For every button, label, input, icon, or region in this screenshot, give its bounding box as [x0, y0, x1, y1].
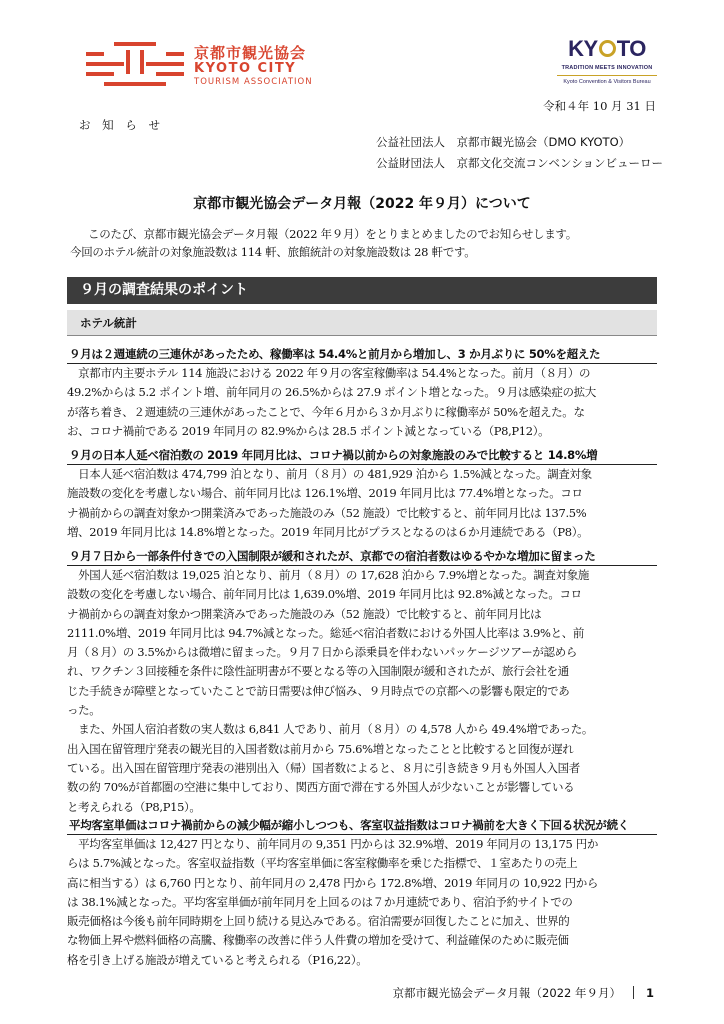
- logo-divider: [557, 75, 657, 76]
- paragraph-line: 日本人延べ宿泊数は 474,799 泊となり、前月（８月）の 481,929 泊から 1.5%減となった。調査対象: [67, 467, 592, 481]
- paragraph-line: ている。出入国在留管理庁発表の港別出入（帰）国者数によると、８月に引き続き９月も外国人入国者: [67, 760, 580, 775]
- paragraph-line: 施設数の変化を考慮しない場合、前年同月比は 126.1%増、2019 年同月比は 77.4%増となった。コロ: [67, 486, 583, 501]
- partner-bureau-name: Kyoto Convention & Visitors Bureau: [563, 79, 651, 85]
- partner-logo-wordmark: KY TO: [568, 36, 646, 61]
- paragraph-line: 高に相当する）は 6,760 円となり、前年同月の 2,478 円から 172.8%増、2019 年同月の 10,922 円から: [67, 875, 599, 890]
- kyoto-city-tourism-logo: [84, 40, 384, 90]
- intro-line-2: 今回のホテル統計の対象施設数は 114 軒、旅館統計の対象施設数は 28 軒です。: [70, 245, 476, 259]
- paragraph-line: った。: [67, 703, 101, 718]
- paragraph-line: 外国人延べ宿泊数は 19,025 泊となり、前月（８月）の 17,628 泊から 7.9%増となった。調査対象施: [67, 568, 590, 582]
- page-number: 1: [645, 986, 654, 1000]
- ring-icon: [599, 40, 616, 57]
- paragraph-line: 月（８月）の 3.5%からは微増に留まった。９月７日から添乗員を伴わないパッケージツアーが認めら: [67, 645, 577, 660]
- issuer-2: 公益財団法人 京都文化交流コンベンションビューロー: [376, 156, 663, 170]
- paragraph-line: 格を引き上げる施設が増えていると考えられる（P16,22）。: [67, 952, 368, 967]
- logo-name-jp: 京都市観光協会: [194, 44, 307, 62]
- tourism-association-mark-icon: [84, 40, 186, 88]
- paragraph-line: らは 5.7%減となった。客室収益指数（平均客室単価に客室稼働率を乗じた指標で、１室あたりの売上: [67, 856, 578, 871]
- paragraph-line: れ、ワクチン３回接種を条件に陰性証明書が不要となる等の入国制限が緩和されたが、旅行会社を通: [67, 664, 569, 679]
- footer-separator: [633, 986, 634, 999]
- paragraph-line: また、外国人宿泊者数の実人数は 6,841 人であり、前月（８月）の 4,578 人から 49.4%増であった。: [67, 722, 594, 737]
- paragraph-line: 2111.0%増、2019 年同月比は 94.7%減となった。総延べ宿泊者数における外国人比率は 3.9%と、前: [67, 625, 585, 640]
- section-heading: ９月の調査結果のポイント: [67, 277, 657, 304]
- paragraph-line: が落ち着き、２週連続の三連休があったことで、今年６月から３か月ぶりに稼働率が 50%を超えた。な: [67, 404, 585, 419]
- point-heading: ９月の日本人延べ宿泊数の 2019 年同月比は、コロナ禍以前からの対象施設のみで比較すると 14.8%増: [67, 448, 657, 465]
- point-block-foreign-guests: [67, 549, 657, 817]
- point-heading: 平均客室単価はコロナ禍前からの減少幅が縮小しつつも、客室収益指数はコロナ禍前を大きく下回る状況が続く: [67, 818, 657, 835]
- paragraph-line: お、コロナ禍前である 2019 年同月の 82.9%からは 28.5 ポイント減となっている（P8,P12）。: [67, 423, 550, 438]
- paragraph-line: 平均客室単価は 12,427 円となり、前年同月の 9,351 円からは 32.9%増、2019 年同月の 13,175 円か: [67, 837, 599, 851]
- point-block-japanese-guests: [67, 448, 657, 542]
- logo-subtitle-en: TOURISM ASSOCIATION: [194, 77, 313, 87]
- paragraph-line: と考えられる（P8,P15）。: [67, 799, 201, 814]
- paragraph-line: な物価上昇や燃料価格の高騰、稼働率の改善に伴う人件費の増加を受けて、利益確保のために販売価: [67, 933, 569, 948]
- partner-tagline: TRADITION MEETS INNOVATION: [561, 65, 653, 71]
- paragraph-line: 販売価格は今後も前年同時期を上回り続ける見込みである。宿泊需要が回復したことに加え、世界的: [67, 914, 570, 929]
- document-title: 京都市観光協会データ月報（2022 年９月）について: [193, 196, 531, 212]
- issuer-1: 公益社団法人 京都市観光協会（DMO KYOTO）: [376, 135, 631, 149]
- paragraph-line: 49.2%からは 5.2 ポイント増、前年同月の 26.5%からは 27.9 ポイント増となった。９月は感染症の拡大: [67, 385, 596, 400]
- point-heading: ９月は２週連続の三連休があったため、稼働率は 54.4%と前月から増加し、3 か月ぶりに 50%を超えた: [67, 347, 657, 364]
- point-block-occupancy: [67, 347, 657, 441]
- paragraph-line: 増、2019 年同月比は 14.8%増となった。2019 年同月比がプラスとなるのは６か月連続である（P8）。: [67, 524, 589, 539]
- notice-label: お 知 ら せ: [79, 118, 164, 132]
- kyoto-convention-bureau-logo: [553, 38, 661, 90]
- logo-name-en: KYOTO CITY: [194, 61, 297, 76]
- issue-date: 令和４年 10 月 31 日: [543, 99, 656, 113]
- paragraph-line: ナ禍前からの調査対象かつ開業済みであった施設のみ（52 施設）で比較すると、前年同月比は: [67, 606, 542, 621]
- paragraph-line: 数の約 70%が首都圏の空港に集中しており、関西方面で滞在する外国人が少ないことが影響している: [67, 780, 575, 795]
- intro-line-1: このたび、京都市観光協会データ月報（2022 年９月）をとりまとめましたのでお知らせします。: [88, 227, 577, 241]
- paragraph-line: は 38.1%減となった。平均客室単価が前年同月を上回るのは７か月連続であり、宿泊予約サイトでの: [67, 894, 573, 909]
- point-heading: ９月７日から一部条件付きでの入国制限が緩和されたが、京都での宿泊者数はゆるやかな増加に留まった: [67, 549, 657, 566]
- paragraph-line: 設数の変化を考慮しない場合、前年同月比は 1,639.0%増、2019 年同月比は 92.8%減となった。コロ: [67, 587, 582, 602]
- subsection-heading: ホテル統計: [67, 310, 657, 336]
- paragraph-line: 京都市内主要ホテル 114 施設における 2022 年９月の客室稼働率は 54.4%となった。前月（８月）の: [67, 366, 591, 380]
- paragraph-line: ナ禍前からの調査対象かつ開業済みであった施設のみ（52 施設）で比較すると、前年同月比は 137.5%: [67, 505, 587, 520]
- paragraph-line: 出入国在留管理庁発表の観光目的入国者数は前月から 75.6%増となったことと比較すると回復が遅れ: [67, 741, 574, 756]
- footer-label: 京都市観光協会データ月報（2022 年９月）: [392, 986, 621, 1000]
- page-footer: [393, 985, 654, 1001]
- paragraph-line: じた手続きが障壁となっていたことで訪日需要は伸び悩み、９月時点での京都への影響も限定的であ: [67, 683, 570, 698]
- point-block-room-rate: [67, 818, 657, 970]
